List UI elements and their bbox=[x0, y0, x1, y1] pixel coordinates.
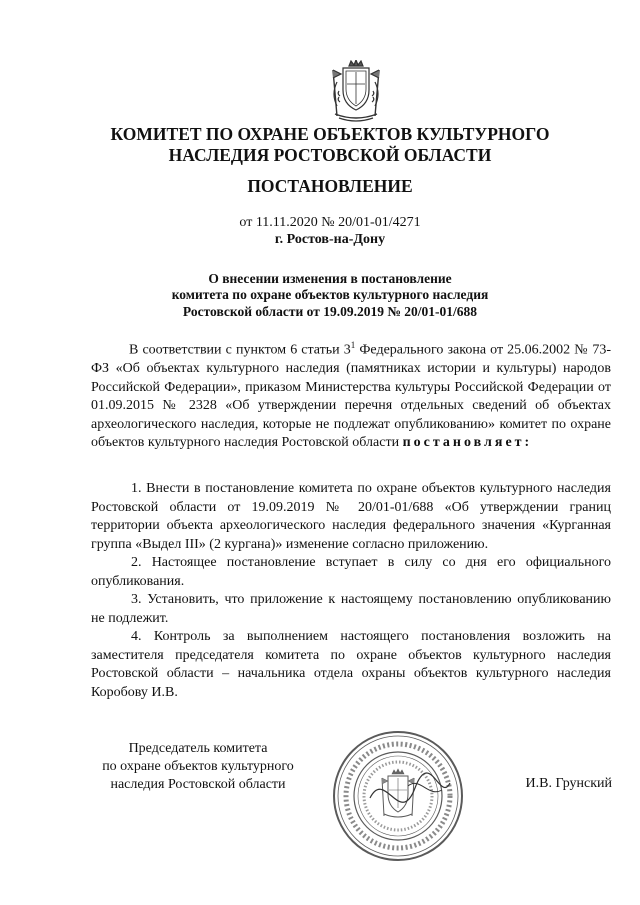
preamble-paragraph bbox=[91, 336, 611, 453]
signatory-name: И.В. Грунский bbox=[525, 776, 612, 791]
decree-item-3: 3. Установить, что приложение к настоящему постановлению опубликованию не подлежит. bbox=[91, 592, 611, 626]
document-type-title: ПОСТАНОВЛЕНИЕ bbox=[247, 176, 413, 196]
subject-line2: комитета по охране объектов культурного наследия bbox=[171, 287, 489, 302]
decree-item-2: 2. Настоящее постановление вступает в силу со дня его официального опубликования. bbox=[91, 555, 611, 589]
signatory-title-line2: по охране объектов культурного bbox=[102, 759, 294, 774]
preamble-text-rest: Федерального закона от 25.06.2002 № 73-ФЗ «Об объектах культурного наследия (памятниках истории и культуры) народов Российской Федерации», приказом Министерства культуры Российской Федерации от 01.09.2015 № 2328 «Об утверждении перечня отдельных сведений об объектах археологического наследия, которые не подлежат опубликованию» комитет по охране объектов культурного наследия Ростовской области bbox=[91, 342, 612, 451]
decree-item-4: 4. Контроль за выполнением настоящего постановления возложить на заместителя председателя комитета по охране объектов культурного наследия Ростовской области – начальника отдела охраны объектов культурного наследия Коробову И.В. bbox=[91, 629, 611, 700]
coat-of-arms-icon bbox=[327, 60, 385, 122]
preamble-superscript: 1 bbox=[350, 340, 356, 350]
subject-line1: О внесении изменения в постановление bbox=[208, 271, 452, 286]
preamble-text-start: В соответствии с пунктом 6 статьи 3 bbox=[129, 342, 351, 358]
document-date-number: от 11.11.2020 № 20/01-01/4271 bbox=[239, 215, 421, 230]
official-seal-icon bbox=[330, 728, 466, 864]
organization-name-line1: КОМИТЕТ ПО ОХРАНЕ ОБЪЕКТОВ КУЛЬТУРНОГО bbox=[110, 124, 550, 144]
decree-item-1: 1. Внести в постановление комитета по охране объектов культурного наследия Ростовской области от 19.09.2019 № 20/01-01/688 «Об утверждении границ территории объекта археологического наследия федерального значения «Курганная группа «Выдел III» (2 кургана)» изменение согласно приложению. bbox=[91, 481, 611, 552]
subject-line3: Ростовской области от 19.09.2019 № 20/01-01/688 bbox=[182, 304, 478, 319]
document-city: г. Ростов-на-Дону bbox=[274, 232, 386, 247]
signatory-title-line3: наследия Ростовской области bbox=[110, 777, 286, 792]
decree-items bbox=[91, 480, 611, 702]
organization-name-line2: НАСЛЕДИЯ РОСТОВСКОЙ ОБЛАСТИ bbox=[168, 145, 492, 165]
decree-word: постановляет: bbox=[402, 435, 533, 451]
signatory-title bbox=[88, 740, 308, 794]
signatory-title-line1: Председатель комитета bbox=[128, 741, 268, 756]
